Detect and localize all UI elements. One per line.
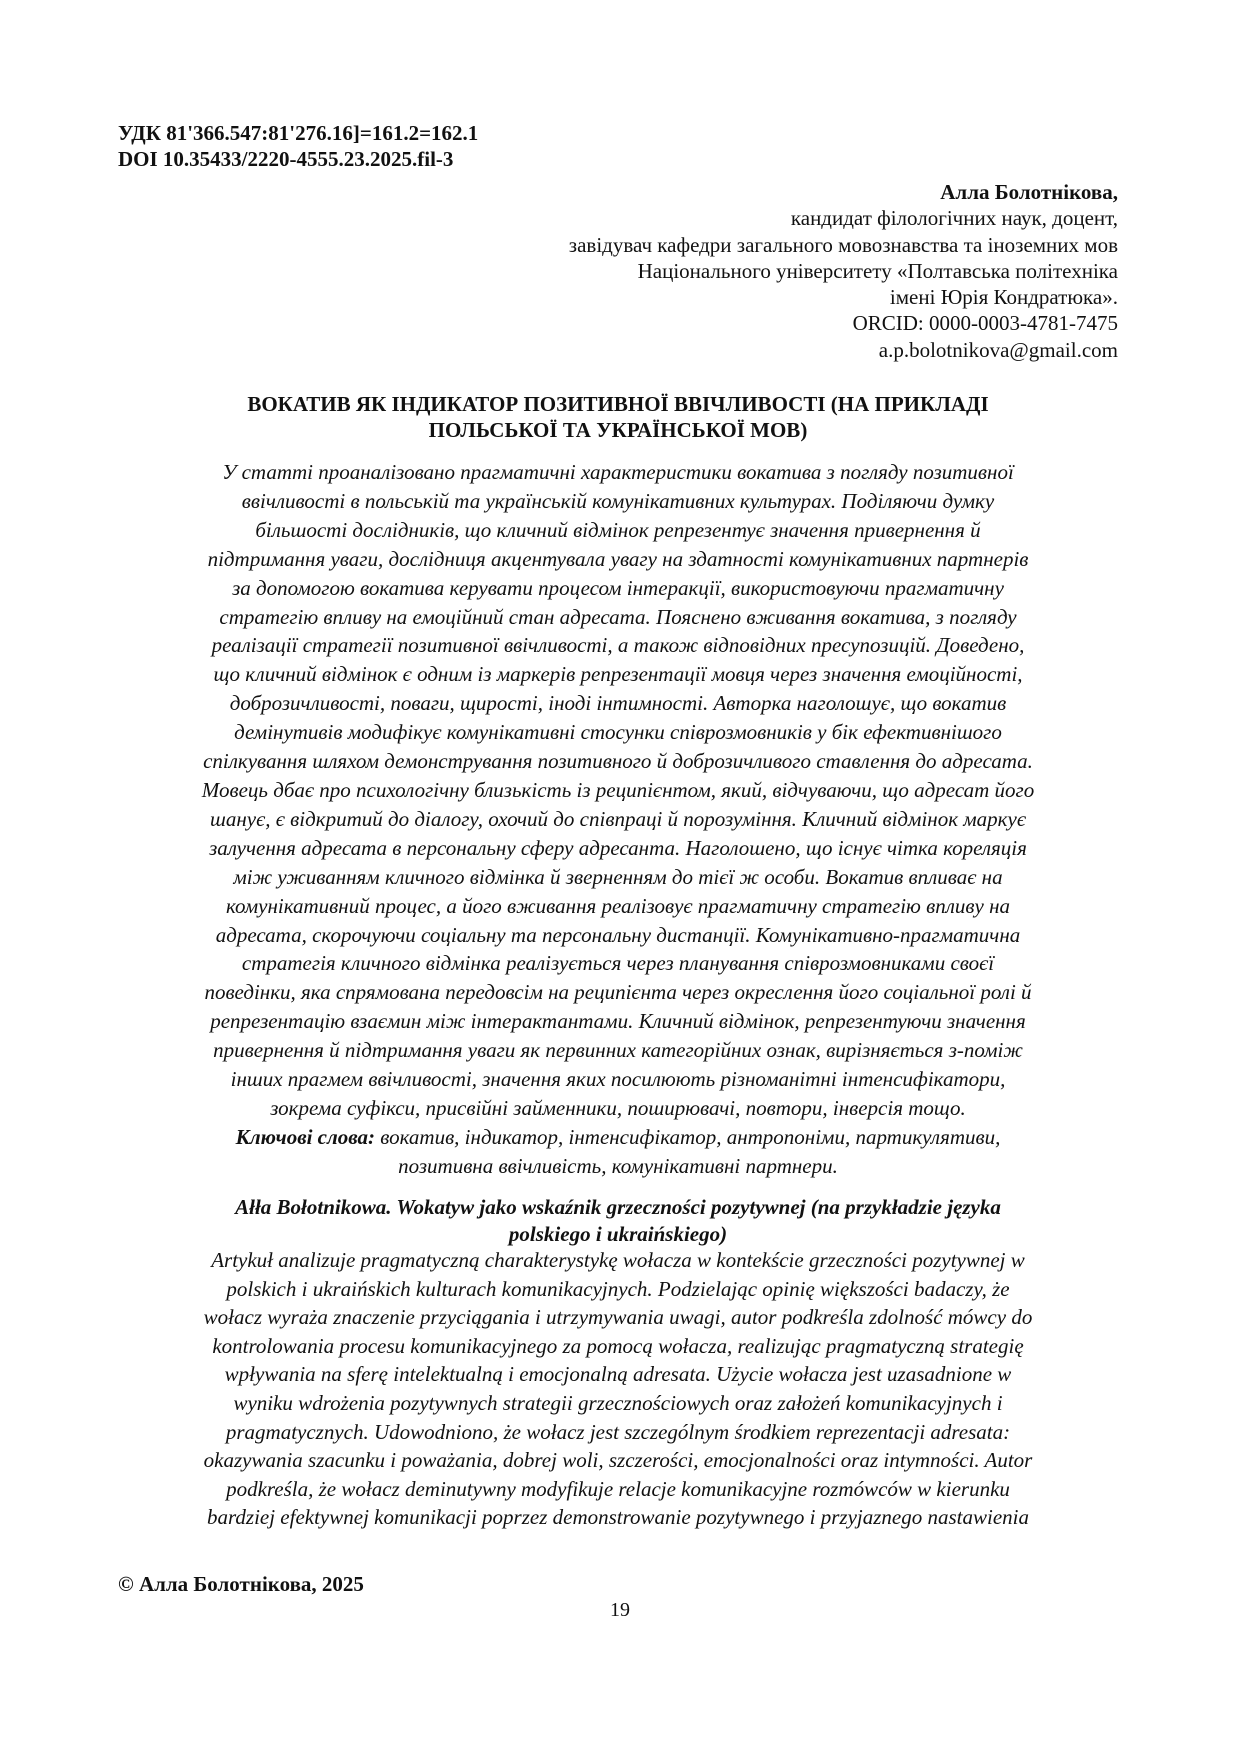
author-degree: кандидат філологічних наук, доцент, [790, 206, 1118, 231]
abstract-line: У статті проаналізовано прагматичні характеристики вокатива з погляду позитивної [222, 460, 1014, 484]
abstract-line: демінутивів модифікує комунікативні стосунки співрозмовників у бік ефективнішого [234, 720, 1002, 745]
author-university: Національного університету «Полтавська політехніка [637, 258, 1118, 283]
keywords-label: Ключові слова: [235, 1124, 376, 1149]
abstract-ukrainian [118, 458, 1118, 1181]
author-name: Алла Болотнікова, [940, 180, 1118, 204]
author-block [569, 179, 1118, 363]
abstract-line: wyniku wdrożenia pozytywnych strategii grzecznościowych oraz założeń komunikacyjnych i [233, 1390, 1003, 1415]
author-email: a.p.bolotnikova@gmail.com [878, 337, 1118, 362]
abstract-line: okazywania szacunku i poważania, dobrej woli, szczerości, emocjonalności oraz intymności. Autor [203, 1448, 1033, 1473]
author-orcid: ORCID: 0000-0003-4781-7475 [852, 311, 1118, 336]
keywords-line [118, 1123, 1118, 1152]
udc-code: УДК 81'366.547:81'276.16]=161.2=162.1 [118, 121, 479, 145]
abstract-line: підтримання уваги, дослідниця акцентувала увагу на здатності комунікативних партнерів [207, 546, 1029, 571]
title-line: ВОКАТИВ ЯК ІНДИКАТОР ПОЗИТИВНОЇ ВВІЧЛИВОСТІ (НА ПРИКЛАДІ [247, 392, 989, 416]
abstract-line: поведінки, яка спрямована передовсім на реципієнта через окреслення його соціальної ролі й [204, 980, 1032, 1005]
title-line: ПОЛЬСЬКОЇ ТА УКРАЇНСЬКОЇ МОВ) [428, 418, 808, 442]
abstract-line: Artykuł analizuje pragmatyczną charakterystykę wołacza w kontekście grzeczności pozytywnej w [211, 1248, 1025, 1272]
abstract-line: комунікативний процес, а його вживання реалізовує прагматичну стратегію впливу на [226, 893, 1010, 918]
abstract-line: привернення й підтримання уваги як первинних категорійних ознак, вирізняється з-поміж [213, 1038, 1023, 1063]
abstract-line: зокрема суфікси, присвійні займенники, поширювачі, повтори, інверсія тощо. [270, 1095, 966, 1120]
doi: DOI 10.35433/2220-4555.23.2025.fil-3 [118, 147, 454, 171]
author-position: завідувач кафедри загального мовознавства та іноземних мов [568, 232, 1118, 257]
abstract-line: репрезентацію взаємин між інтерактантами. Кличний відмінок, репрезентуючи значення [210, 1009, 1026, 1034]
abstract-line: доброзичливості, поваги, щирості, іноді інтимності. Авторка наголошує, що вокатив [229, 691, 1007, 716]
abstract-line: bardziej efektywnej komunikacji poprzez demonstrowanie pozytywnego i przyjaznego nastawienia [207, 1505, 1029, 1530]
abstract-line: інших прагмем ввічливості, значення яких посилюють різноманітні інтенсифікатори, [230, 1067, 1006, 1092]
abstract-line: адресата, скорочуючи соціальну та персональну дистанції. Комунікативно-прагматична [215, 922, 1021, 947]
author-university-cont: імені Юрія Кондратюка». [889, 285, 1118, 310]
abstract-line: kontrolowania procesu komunikacyjnego za pomocą wołacza, realizując pragmatyczną strategię [212, 1333, 1024, 1358]
abstract-line: шанує, є відкритий до діалогу, охочий до співпраці й порозуміння. Кличний відмінок маркує [210, 806, 1026, 831]
polish-abstract-title [118, 1194, 1118, 1248]
abstract-line: більшості дослідників, що кличний відмінок репрезентує значення привернення й [255, 517, 981, 542]
abstract-line: стратегія кличного відмінка реалізується через планування співрозмовниками своєї [241, 951, 995, 976]
abstract-line: ввічливості в польській та українській комунікативних культурах. Поділяючи думку [241, 488, 995, 513]
keywords-text: вокатив, індикатор, інтенсифікатор, антропоніми, партикулятиви, [375, 1124, 1001, 1149]
abstract-line: залучення адресата в персональну сферу адресанта. Наголошено, що існує чітка кореляція [209, 835, 1027, 860]
page-number: 19 [610, 1599, 630, 1621]
abstract-line: між уживанням кличного відмінка й зверненням до тієї ж особи. Вокатив впливає на [233, 864, 1003, 889]
abstract-line: wpływania na sferę intelektualną i emocjonalną adresata. Użycie wołacza jest uzasadnione w [224, 1362, 1012, 1387]
abstract-line: реалізації стратегії позитивної ввічливості, а також відповідних пресупозицій. Доведено, [211, 633, 1025, 658]
article-title [118, 391, 1118, 443]
abstract-line: wołacz wyraża znaczenie przyciągania i utrzymywania uwagi, autor podkreśla zdolność mówcy do [203, 1305, 1033, 1330]
article-identifiers [118, 120, 478, 172]
copyright-notice: © Алла Болотнікова, 2025 [118, 1572, 364, 1596]
abstract-line: що кличний відмінок є одним із маркерів репрезентації мовця через значення емоційності, [213, 662, 1023, 687]
abstract-line: Мовець дбає про психологічну близькість із реципієнтом, який, відчуваючи, що адресат його [201, 777, 1035, 802]
abstract-line: за допомогою вокатива керувати процесом інтеракції, використовуючи прагматичну [232, 575, 1004, 600]
abstract-line: podkreśla, że wołacz deminutywny modyfikuje relacje komunikacyjne rozmówców w kierunku [226, 1476, 1010, 1501]
polish-title-line: Ałła Bołotnikowa. Wokatyw jako wskaźnik grzeczności pozytywnej (na przykładzie języka [235, 1195, 1001, 1219]
polish-title-line: polskiego i ukraińskiego) [508, 1222, 728, 1246]
abstract-line: polskich i ukraińskich kulturach komunikacyjnych. Podzielając opinię większości badaczy, że [226, 1276, 1010, 1301]
keywords-line: позитивна ввічливість, комунікативні партнери. [398, 1153, 838, 1178]
abstract-polish [118, 1246, 1118, 1532]
abstract-line: pragmatycznych. Udowodniono, że wołacz jest szczególnym środkiem reprezentacji adresata: [225, 1419, 1011, 1444]
abstract-line: спілкування шляхом демонстрування позитивного й доброзичливого ставлення до адресата. [203, 749, 1033, 774]
abstract-line: стратегію впливу на емоційний стан адресата. Пояснено вживання вокатива, з погляду [219, 604, 1017, 629]
